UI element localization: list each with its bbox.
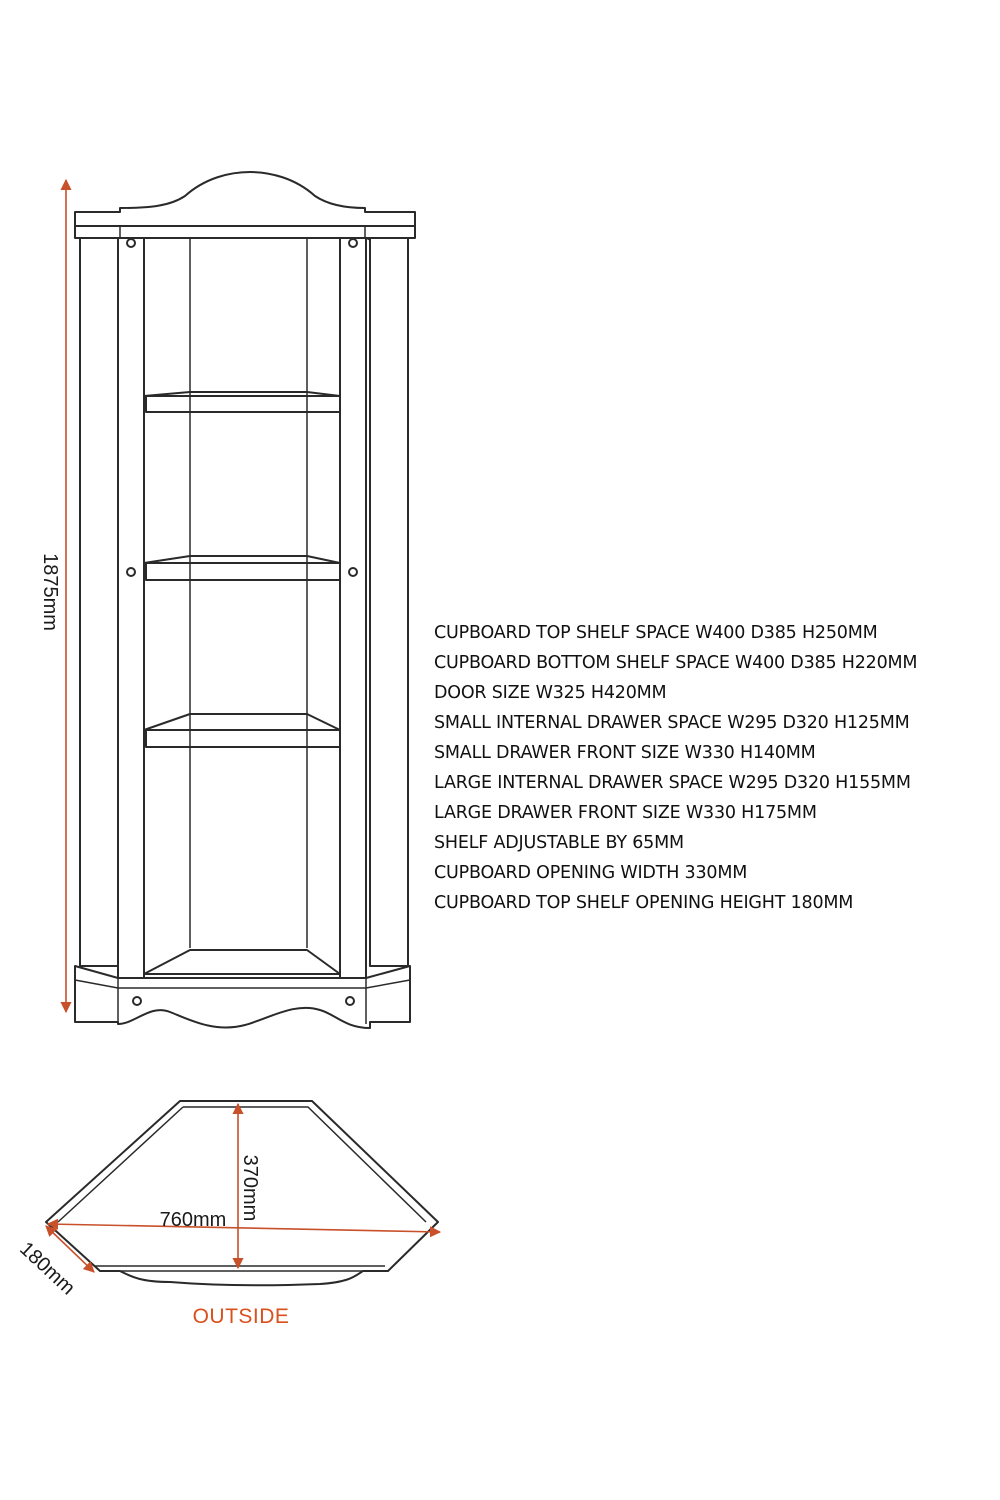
spec-line: DOOR SIZE W325 H420MM [434, 683, 667, 703]
side-dimension-label: 180mm [15, 1237, 79, 1300]
spec-line: SMALL INTERNAL DRAWER SPACE W295 D320 H125MM [434, 713, 910, 733]
height-dimension [39, 180, 66, 1012]
right-side-panel [370, 238, 408, 966]
front-elevation [75, 172, 415, 1028]
shelf-3 [144, 714, 340, 747]
plinth [75, 966, 410, 1028]
spec-line: LARGE INTERNAL DRAWER SPACE W295 D320 H155MM [434, 773, 911, 793]
spec-line: SMALL DRAWER FRONT SIZE W330 H140MM [434, 743, 816, 763]
shelf-1 [144, 392, 340, 412]
spec-line: CUPBOARD OPENING WIDTH 330MM [434, 863, 748, 883]
depth-dimension [238, 1104, 261, 1268]
crown-top [75, 172, 415, 226]
width-dimension-label: 760mm [159, 1209, 227, 1231]
spec-line: LARGE DRAWER FRONT SIZE W330 H175MM [434, 803, 817, 823]
left-pillar [118, 238, 144, 978]
right-pillar [340, 238, 366, 978]
left-side-panel [80, 238, 118, 966]
height-dimension-label: 1875mm [39, 553, 61, 631]
spec-line: CUPBOARD BOTTOM SHELF SPACE W400 D385 H220MM [434, 653, 918, 673]
outside-label: OUTSIDE [192, 1305, 290, 1328]
spec-line: CUPBOARD TOP SHELF OPENING HEIGHT 180MM [434, 893, 854, 913]
spec-line: CUPBOARD TOP SHELF SPACE W400 D385 H250MM [434, 623, 878, 643]
shelf-2 [144, 556, 340, 580]
depth-dimension-label: 370mm [239, 1154, 261, 1222]
bottom-shelf [144, 950, 340, 974]
spec-list [434, 618, 994, 918]
spec-line: SHELF ADJUSTABLE BY 65MM [434, 833, 684, 853]
side-dimension [15, 1226, 94, 1299]
